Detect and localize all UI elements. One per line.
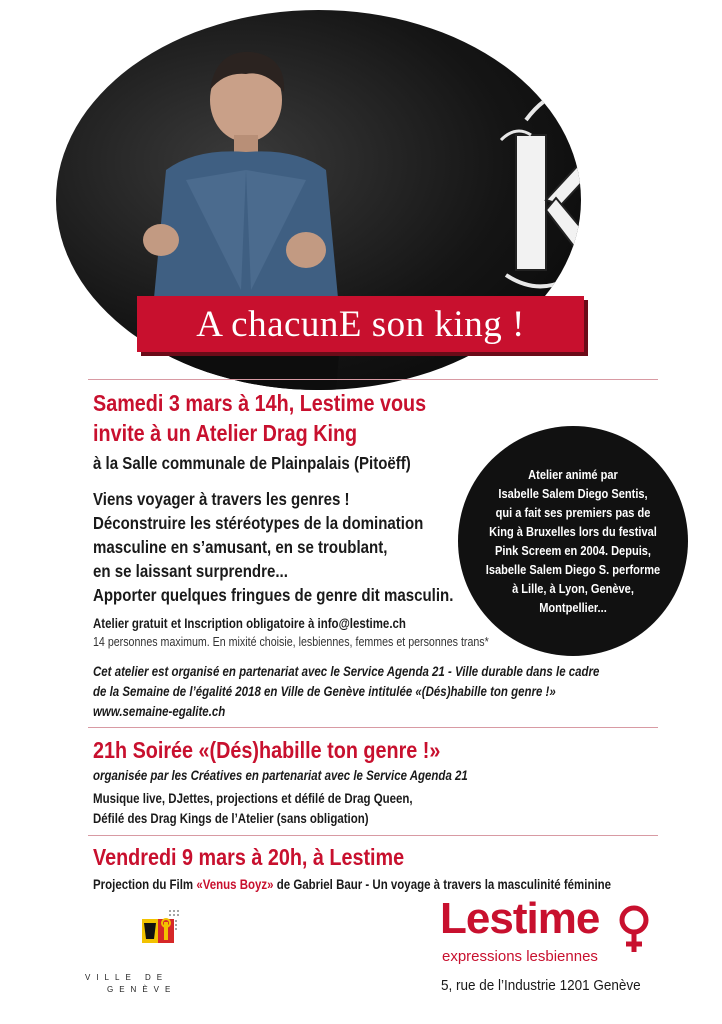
lestime-wordmark: Lestime [440, 894, 600, 943]
event1-desc-line: Apporter quelques fringues de genre dit masculin. [93, 585, 454, 605]
event1-capacity: 14 personnes maximum. En mixité choisie, lesbiennes, femmes et personnes trans* [93, 634, 489, 649]
bubble-line: Isabelle Salem Diego Sentis, [498, 486, 648, 501]
event2-program-line: Défilé des Drag Kings de l’Atelier (sans obligation) [93, 810, 369, 826]
female-symbol-icon [618, 902, 652, 958]
divider-top [88, 379, 658, 380]
event3-projection [93, 875, 611, 894]
event1-heading-line2: invite à un Atelier Drag King [93, 420, 358, 446]
city-name-line2: GENÈVE [107, 985, 177, 994]
projection-suffix: de Gabriel Baur - Un voyage à travers la masculinité féminine [273, 876, 612, 892]
event2-organizer: organisée par les Créatives en partenariat avec le Service Agenda 21 [93, 767, 468, 783]
bubble-line: Atelier animé par [528, 467, 618, 482]
event1-registration: Atelier gratuit et Inscription obligatoire à info@lestime.ch [93, 615, 406, 631]
bubble-line: King à Bruxelles lors du festival [489, 524, 657, 539]
divider-bottom [88, 835, 658, 836]
title-banner [137, 296, 584, 352]
geneve-crest-icon [140, 905, 180, 965]
lestime-logo [440, 894, 670, 980]
bubble-line: qui a fait ses premiers pas de [495, 505, 651, 520]
divider-middle [88, 727, 658, 728]
film-title: «Venus Boyz» [196, 876, 274, 892]
poster-title: A chacunE son king ! [196, 303, 525, 345]
bubble-line: Isabelle Salem Diego S. performe [485, 562, 661, 577]
event1-partnership-line: de la Semaine de l’égalité 2018 en Ville de Genève intitulée «(Dés)habille ton genre !» [93, 683, 556, 699]
ornamental-k-icon [496, 80, 581, 295]
event1-desc-line: Déconstruire les stéréotypes de la domination [93, 513, 424, 533]
ville-de-geneve-logo [85, 905, 185, 1000]
event3-heading: Vendredi 9 mars à 20h, à Lestime [93, 844, 405, 870]
event2-program-line: Musique live, DJettes, projections et défilé de Drag Queen, [93, 790, 413, 806]
address: 5, rue de l’Industrie 1201 Genève [441, 977, 641, 994]
event2-heading: 21h Soirée «(Dés)habille ton genre !» [93, 737, 441, 763]
lestime-tagline: expressions lesbiennes [442, 948, 598, 965]
event1-partnership-line: Cet atelier est organisé en partenariat avec le Service Agenda 21 - Ville durable dans le cadre [93, 663, 600, 679]
facilitator-bubble [458, 426, 688, 656]
bubble-line: Montpellier... [539, 600, 607, 615]
event1-venue: à la Salle communale de Plainpalais (Pitoëff) [93, 453, 411, 473]
event1-desc-line: Viens voyager à travers les genres ! [93, 489, 350, 509]
bubble-line: à Lille, à Lyon, Genève, [512, 581, 634, 596]
event1-website-link[interactable]: www.semaine-egalite.ch [93, 703, 226, 719]
city-name-line1: VILLE DE [85, 973, 169, 982]
event1-desc-line: en se laissant surprendre... [93, 561, 288, 581]
event1-desc-line: masculine en s’amusant, en se troublant, [93, 537, 388, 557]
bubble-line: Pink Screem en 2004. Depuis, [494, 543, 652, 558]
projection-prefix: Projection du Film [93, 876, 197, 892]
event1-heading-line1: Samedi 3 mars à 14h, Lestime vous [93, 390, 427, 416]
